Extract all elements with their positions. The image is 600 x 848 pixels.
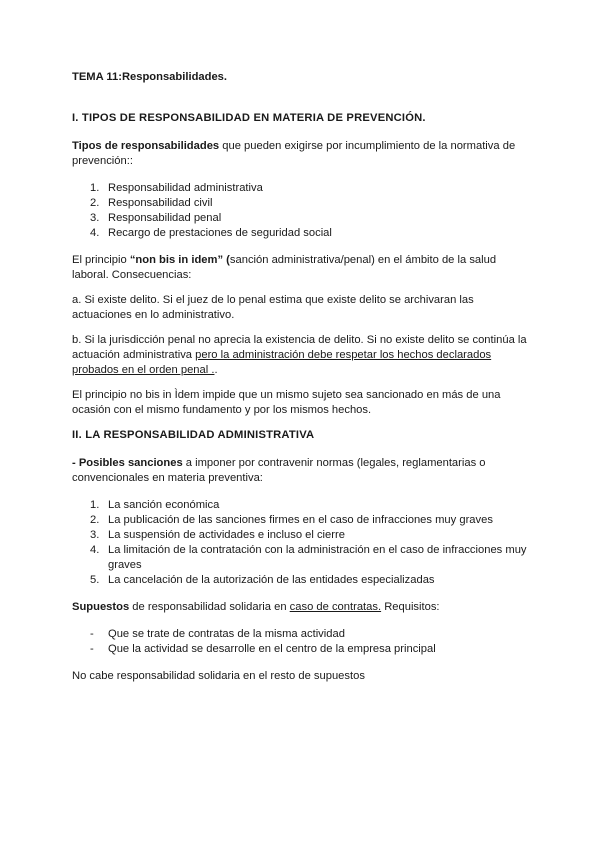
document-title: TEMA 11:Responsabilidades. <box>72 71 228 83</box>
list-item: 2. Responsabilidad civil <box>90 197 213 209</box>
list-item: 1. Responsabilidad administrativa <box>90 182 263 194</box>
paragraph-a: a. Si existe delito. Si el juez de lo penal estima que existe delito se archivaran las actuaciones en lo administrativo. <box>72 294 474 321</box>
sanctions-intro: - Posibles sanciones a imponer por contravenir normas (legales, reglamentarias o convencionales en materia preventiva: <box>72 457 486 484</box>
supuestos-bold: Supuestos <box>72 601 130 613</box>
section-heading-tipos: I. TIPOS DE RESPONSABILIDAD EN MATERIA DE PREVENCIÓN. <box>72 112 426 124</box>
list-item: - Que se trate de contratas de la misma actividad <box>90 628 345 640</box>
list-item: 1. La sanción económica <box>90 499 220 511</box>
list-item: 3. Responsabilidad penal <box>90 212 222 224</box>
responsibility-types-list <box>72 181 532 241</box>
principle-paragraph: El principio “non bis in idem” (sanción administrativa/penal) en el ámbito de la salud laboral. Consecuencias: <box>72 254 497 281</box>
list-item: 4. Recargo de prestaciones de seguridad social <box>90 227 332 239</box>
requisitos-list <box>72 627 532 657</box>
types-intro-text: que pueden exigirse por incumplimiento de la normativa de prevención:: <box>72 140 516 167</box>
section-heading-administrativa: II. LA RESPONSABILIDAD ADMINISTRATIVA <box>72 429 315 441</box>
principle-bold: “non bis in idem” ( <box>129 254 230 266</box>
list-item: 2. La publicación de las sanciones firmes en el caso de infracciones muy graves <box>90 514 493 526</box>
list-item: 4. La limitación de la contratación con la administración en el caso de infracciones muy graves <box>90 544 527 571</box>
types-intro-bold: Tipos de responsabilidades <box>72 140 220 152</box>
paragraph-b: b. Si la jurisdicción penal no aprecia la existencia de delito. Si no existe delito se continúa la actuación administrativa pero la administración debe respetar los hechos declarados probados en el orden penal .. <box>72 334 527 376</box>
list-item: - Que la actividad se desarrolle en el centro de la empresa principal <box>90 643 436 655</box>
list-item: 3. La suspensión de actividades e incluso el cierre <box>90 529 345 541</box>
document-page <box>72 70 532 694</box>
sanctions-intro-bold: - Posibles sanciones <box>72 457 183 469</box>
final-paragraph: No cabe responsabilidad solidaria en el resto de supuestos <box>72 670 365 682</box>
paragraph-b-underlined: pero la administración debe respetar los hechos declarados probados en el orden penal . <box>72 349 492 376</box>
sanctions-list <box>72 498 532 588</box>
supuestos-paragraph: Supuestos de responsabilidad solidaria en caso de contratas. Requisitos: <box>72 601 440 613</box>
types-intro <box>72 139 532 169</box>
principle-closing: El principio no bis in Ìdem impide que un mismo sujeto sea sancionado en más de una ocasión con el mismo fundamento y por los mismos hechos. <box>72 389 501 416</box>
list-item: 5. La cancelación de la autorización de las entidades especializadas <box>90 574 435 586</box>
supuestos-underlined: caso de contratas. <box>289 601 382 613</box>
